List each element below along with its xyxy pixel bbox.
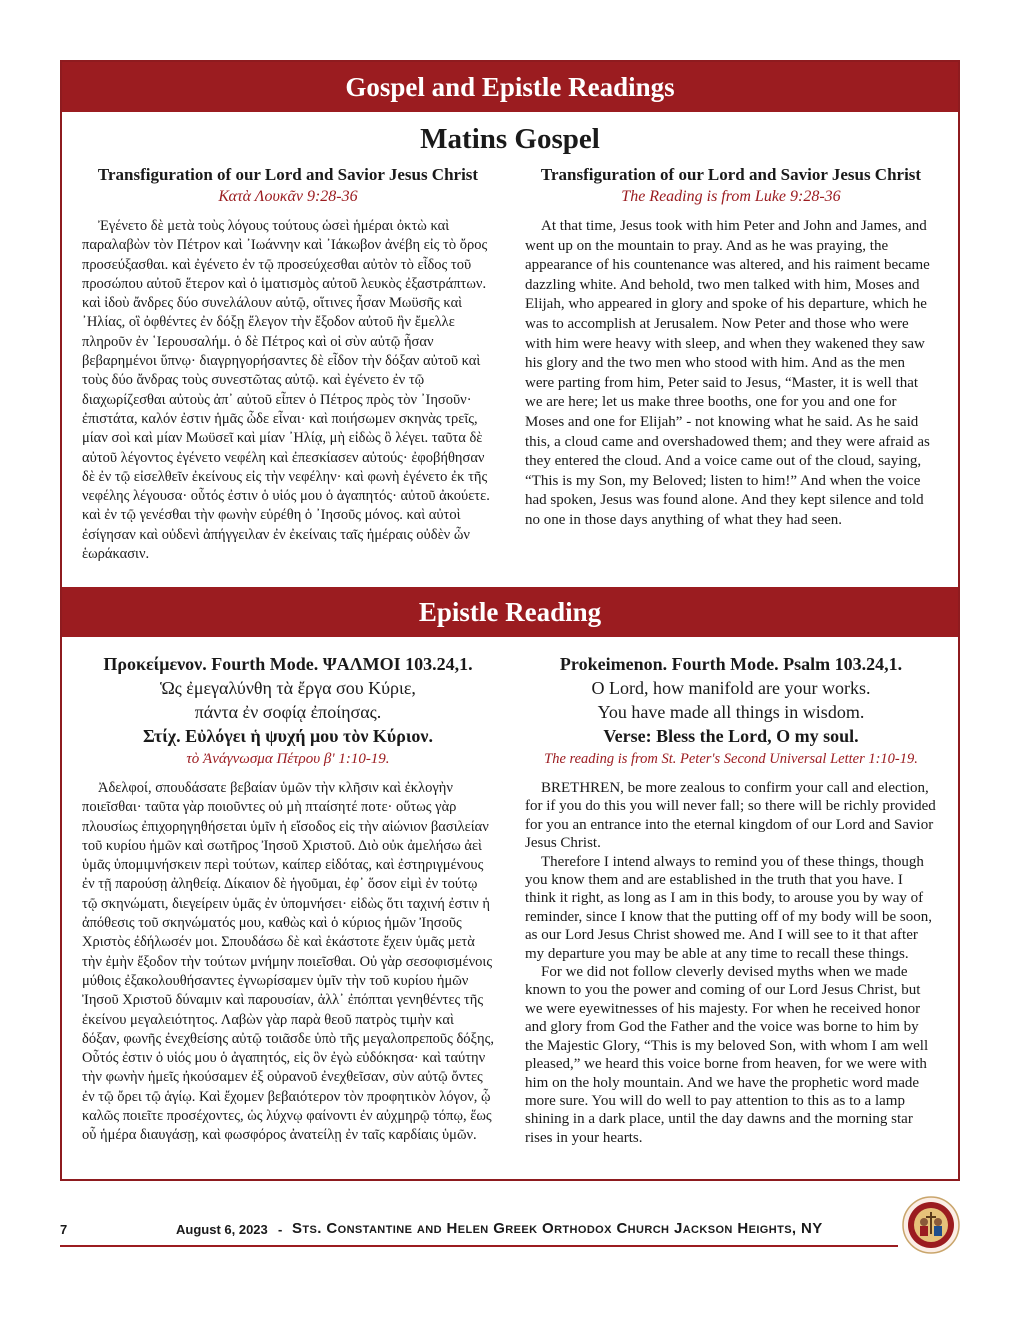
footer-rule: [60, 1245, 898, 1247]
footer-date: August 6, 2023: [176, 1222, 268, 1237]
matins-greek-reference: Κατὰ Λουκᾶν 9:28-36: [218, 188, 358, 205]
epistle-greek-reference: τὸ Ἀνάγνωσμα Πέτρου β' 1:10-19.: [186, 751, 390, 767]
epistle-greek-line2: πάντα ἐν σοφίᾳ ἐποίησας.: [194, 702, 382, 722]
matins-english-text: [525, 217, 937, 531]
matins-greek-paragraph: Ἐγένετο δὲ μετὰ τοὺς λόγους τούτους ὡσεὶ ἡμέραι ὀκτὼ καὶ παραλαβὼν τὸν Πέτρον καὶ ᾿Ιωάννην καὶ ᾿Ιάκωβον ἀνέβη εἰς τὸ ὄρος προσεύξασθαι. καὶ ἐγένετο ἐν τῷ προσεύχεσθαι αὐτὸν τὸ εἶδος τοῦ προσώπου αὐτοῦ ἕτερον καὶ ὁ ἱματισμὸς αὐτοῦ λευκὸς ἐξαστράπτων. καὶ ἰδοὺ ἄνδρες δύο συνελάλουν αὐτῷ, οἵτινες ἦσαν Μωϋσῆς καὶ ᾿Ηλίας, οἳ ὀφθέντες ἐν δόξῃ ἔλεγον τὴν ἔξοδον αὐτοῦ ἣν ἔμελλε πληροῦν ἐν ῾Ιερουσαλήμ. ὁ δὲ Πέτρος καὶ οἱ σὺν αὐτῷ ἦσαν βεβαρημένοι ὕπνῳ· διαγρηγορήσαντες δὲ εἶδον τὴν δόξαν αὐτοῦ καὶ τοὺς δύο ἄνδρας τοὺς συνεστῶτας αὐτῷ. καὶ ἐγένετο ἐν τῷ διαχωρίζεσθαι αὐτοὺς ἀπ᾿ αὐτοῦ εἶπεν ὁ Πέτρος πρὸς τὸν ᾿Ιησοῦν· ἐπιστάτα, καλόν ἐστιν ἡμᾶς ὧδε εἶναι· καὶ ποιήσωμεν σκηνὰς τρεῖς, μίαν σοὶ καὶ μίαν Μωϋσεῖ καὶ μίαν ᾿Ηλίᾳ, μὴ εἰδὼς ὃ λέγει. ταῦτα δὲ αὐτοῦ λέγοντος ἐγένετο νεφέλη καὶ ἐπεσκίασεν αὐτούς· ἐφοβήθησαν δὲ ἐν τῷ εἰσελθεῖν ἐκείνους εἰς τὴν νεφέλην· καὶ φωνὴ ἐγένετο ἐκ τῆς νεφέλης λέγουσα· οὗτός ἐστιν ὁ υἱός μου ὁ ἀγαπητός· αὐτοῦ ἀκούετε. καὶ ἐν τῷ γενέσθαι τὴν φωνὴν εὑρέθη ὁ ᾿Ιησοῦς μόνος. καὶ αὐτοὶ ἐσίγησαν καὶ οὐδενὶ ἀπήγγειλαν ἐν ἐκείναις ταῖς ἡμέραις οὐδὲν ὧν ἑωράκασιν.: [82, 218, 490, 563]
epistle-greek-verse: Στίχ. Εὐλόγει ἡ ψυχή μου τὸν Κύριον.: [143, 726, 433, 746]
epistle-greek-line1: Ὡς ἐμεγαλύνθη τὰ ἔργα σου Κύριε,: [160, 678, 416, 698]
footer-separator: -: [278, 1222, 283, 1237]
epistle-english-prokeimenon: Prokeimenon. Fourth Mode. Psalm 103.24,1.: [559, 654, 903, 674]
matins-greek-heading: Transfiguration of our Lord and Savior Jesus Christ: [97, 165, 479, 184]
epistle-english-paragraph: For we did not follow cleverly devised myths when we made known to you the power and coming of our Lord Jesus Christ, but we were eyewitnesses of his majesty. For when he received honor and glory from God the Father and the voice was borne to him by the Majestic Glory, “This is my beloved Son, with whom I am well pleased,” we heard this voice borne from heaven, for we were with him on the holy mountain. And we have the prophetic word made more sure. You will do well to pay attention to this as to a lamp shining in a dark place, until the day dawns and the morning star rises in your hearts.: [525, 964, 929, 1146]
epistle-english-column: [525, 652, 937, 1147]
epistle-english-line1: O Lord, how manifold are your works.: [591, 678, 871, 698]
matins-english-paragraph: At that time, Jesus took with him Peter and John and James, and went up on the mountain to pray. And as he was praying, the appearance of his countenance was altered, and his raiment became dazzling white. And behold, two men talked with him, Moses and Elijah, who appeared in glory and spoke of his departure, which he was to accomplish at Jerusalem. Now Peter and those who were with him were heavy with sleep, and when they wakened they saw his glory and the two men who stood with him. And as the men were parting from him, Peter said to Jesus, “Master, it is well that we are here; let us make three booths, one for you and one for Moses and one for Elijah” - not knowing what he said. As he said this, a cloud came and overshadowed them; and they were afraid as they entered the cloud. And a voice came out of the cloud, saying, “This is my Son, my Beloved; listen to him!” And when the voice had spoken, Jesus was found alone. And they kept silence and told no one in those days anything of what they had seen.: [525, 218, 930, 528]
epistle-reading-title: Epistle Reading: [62, 587, 958, 637]
matins-english-reference: The Reading is from Luke 9:28-36: [621, 188, 841, 205]
epistle-english-paragraph: BRETHREN, be more zealous to confirm your call and election, for if you do this you will never fall; so there will be richly provided for you an entrance into the eternal kingdom of our Lord and Savior Jesus Christ.: [525, 780, 936, 852]
matins-gospel-title: Matins Gospel: [420, 123, 600, 155]
page-title: Gospel and Epistle Readings: [62, 62, 958, 112]
epistle-greek-prokeimenon: Προκείμενον. Fourth Mode. ΨΑΛΜΟΙ 103.24,1.: [103, 654, 473, 674]
epistle-english-paragraph: Therefore I intend always to remind you of these things, though you know them and are established in the truth that you have. I think it right, as long as I am in this body, to arouse you by way of reminder, since I know that the putting off of my body will be soon, as our Lord Jesus Christ showed me. And I will see to it that after my departure you may be able at any time to recall these things.: [525, 853, 932, 962]
matins-english-heading: Transfiguration of our Lord and Savior Jesus Christ: [540, 165, 922, 184]
page-number: 7: [60, 1222, 68, 1237]
epistle-english-line2: You have made all things in wisdom.: [597, 702, 865, 722]
church-seal-icon: [902, 1196, 960, 1254]
epistle-english-reference: The reading is from St. Peter's Second Universal Letter 1:10-19.: [544, 751, 918, 767]
readings-frame: [60, 60, 960, 1181]
epistle-greek-paragraph: Ἀδελφοί, σπουδάσατε βεβαίαν ὑμῶν τὴν κλῆσιν καὶ ἐκλογὴν ποιεῖσθαι· ταῦτα γὰρ ποιοῦντες οὐ μὴ πταίσητέ ποτε· οὕτως γὰρ πλουσίως ἐπιχορηγηθήσεται ὑμῖν ἡ εἴσοδος εἰς τὴν αἰώνιον βασιλείαν τοῦ κυρίου ἡμῶν καὶ σωτῆρος Ἰησοῦ Χριστοῦ. Διὸ οὐκ ἀμελήσω ἀεὶ ὑμᾶς ὑπομιμνήσκειν περὶ τούτων, καίπερ εἰδότας, καὶ ἐστηριγμένους ἐν τῇ παρούσῃ ἀληθείᾳ. Δίκαιον δὲ ἡγοῦμαι, ἐφ᾽ ὅσον εἰμὶ ἐν τούτῳ τῷ σκηνώματι, διεγείρειν ὑμᾶς ἐν ὑπομνήσει· εἰδὼς ὅτι ταχινή ἐστιν ἡ ἀπόθεσις τοῦ σκηνώματός μου, καθὼς καὶ ὁ κύριος ἡμῶν Ἰησοῦς Χριστὸς ἐδήλωσέν μοι. Σπουδάσω δὲ καὶ ἑκάστοτε ἔχειν ὑμᾶς μετὰ τὴν ἐμὴν ἔξοδον τὴν τούτων μνήμην ποιεῖσθαι. Οὐ γὰρ σεσοφισμένοις μύθοις ἐξακολουθήσαντες ἐγνωρίσαμεν ὑμῖν τὴν τοῦ κυρίου ἡμῶν Ἰησοῦ Χριστοῦ δύναμιν καὶ παρουσίαν, ἀλλ᾽ ἐπόπται γενηθέντες τῆς ἐκείνου μεγαλειότητος. Λαβὼν γὰρ παρὰ θεοῦ πατρὸς τιμὴν καὶ δόξαν, φωνῆς ἐνεχθείσης αὐτῷ τοιᾶσδε ὑπὸ τῆς μεγαλοπρεποῦς δόξης, Οὗτός ἐστιν ὁ υἱός μου ὁ ἀγαπητός, εἰς ὃν ἐγὼ εὐδόκησα· καὶ ταύτην τὴν φωνὴν ἡμεῖς ἠκούσαμεν ἐξ οὐρανοῦ ἐνεχθεῖσαν, σὺν αὐτῷ ὄντες ἐν τῷ ὄρει τῷ ἁγίῳ. Καὶ ἔχομεν βεβαιότερον τὸν προφητικὸν λόγον, ᾧ καλῶς ποιεῖτε προσέχοντες, ὡς λύχνῳ φαίνοντι ἐν αὐχμηρῷ τόπῳ, ἕως οὗ ἡμέρα διαυγάσῃ, καὶ φωσφόρος ἀνατείλῃ ἐν ταῖς καρδίαις ὑμῶν.: [82, 780, 494, 1144]
epistle-english-verse: Verse: Bless the Lord, O my soul.: [603, 726, 859, 746]
epistle-greek-text: [82, 779, 494, 1146]
matins-greek-text: [82, 217, 494, 564]
epistle-english-text: [525, 779, 937, 1147]
matins-english-column: [525, 164, 937, 531]
page-footer: [0, 1222, 1020, 1246]
matins-greek-column: [82, 164, 494, 564]
epistle-greek-column: [82, 652, 494, 1146]
footer-church-name: Sts. Constantine and Helen Greek Orthodox Church Jackson Heights, NY: [292, 1220, 823, 1237]
